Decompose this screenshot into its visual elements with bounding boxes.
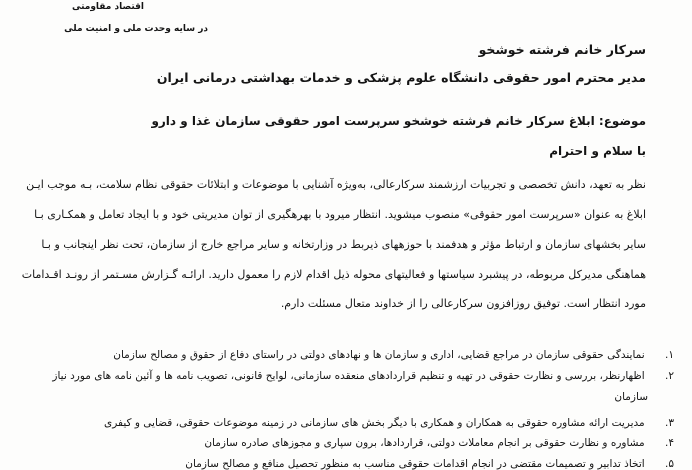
- duty-item-number: ۱.: [665, 349, 674, 361]
- duty-item-continuation: سازمان: [614, 391, 648, 403]
- body-line: هماهنگی مدیرکل مربوطه، در پیشبرد سیاستها و فعالیتهای محوله ذیل اقدام لازم را معمول دارید. ارائـه گـزارش مسـتمر از رونـد اقـدامات: [21, 268, 646, 281]
- slogan-line-2: در سایه وحدت ملی و امنیت ملی: [64, 24, 208, 34]
- letter-subject: موضوع: ابلاغ سرکار خانم فرشته خوشخو سرپرست امور حقوقی سازمان غذا و دارو: [151, 114, 646, 128]
- duty-item: [185, 458, 674, 470]
- slogan-line-1: اقتصاد مقاومتی: [71, 2, 144, 12]
- body-line: سایر بخشهای سازمان و ارتباط مؤثر و هدفمند با حوزههای ذیربط در وزارتخانه و سایر مراجع خارج از سازمان، تحت نظر اینجانب و بـا: [41, 238, 646, 251]
- duty-item-text: اظهارنظر، بررسی و نظارت حقوقی در تهیه و تنظیم قراردادهای منعقده سازمانی، لوایح قانونی، تصویب نامه ها و آئین نامه های مورد نیاز: [52, 370, 645, 382]
- recipient-position: مدیر محترم امور حقوقی دانشگاه علوم پزشکی و خدمات بهداشتی درمانی ایران: [156, 70, 646, 85]
- duty-item-number: ۲.: [665, 370, 674, 382]
- duty-item-number: ۴.: [665, 437, 674, 449]
- duty-item: [204, 437, 674, 449]
- duty-item-text: اتخاذ تدابیر و تصمیمات مقتضی در انجام اقدامات حقوقی مناسب به منظور تحصیل منافع و مصالح سازمان: [185, 458, 645, 470]
- duty-item-text: نمایندگی حقوقی سازمان در مراجع قضایی، اداری و سازمان ها و نهادهای دولتی در راستای دفاع از حقوق و مصالح سازمان: [113, 349, 645, 361]
- body-line: ابلاغ به عنوان «سرپرست امور حقوقی» منصوب میشوید. انتظار میرود با بهرهگیری از توان مدیریتی خود و با ایجاد تعامل و همکـاری بـا: [34, 208, 646, 221]
- letter-greeting: با سلام و احترام: [549, 144, 646, 158]
- duty-item: [104, 417, 674, 429]
- duty-item-number: ۳.: [665, 417, 674, 429]
- duty-item-number: ۵.: [665, 458, 674, 470]
- duty-item-text: مدیریت ارائه مشاوره حقوقی به همکاران و همکاری با دیگر بخش های سازمانی در زمینه موضوعات حقوقی، قضایی و کیفری: [104, 417, 645, 429]
- body-line: نظر به تعهد، دانش تخصصی و تجربیات ارزشمند سرکارعالی، بەویژه آشنایی با موضوعات و ابتلائات حقوقی نظام سلامت، بـه موجب ایـن: [26, 178, 646, 191]
- recipient-name: سرکار خانم فرشته خوشخو: [478, 42, 646, 57]
- body-line: مورد انتظار است. توفیق روزافزون سرکارعالی را از خداوند متعال مسئلت دارم.: [280, 297, 646, 310]
- duty-item: [52, 370, 674, 382]
- duty-item-text: مشاوره و نظارت حقوقی بر انجام معاملات دولتی، قراردادها، برون سپاری و مجوزهای صادره سازمان: [204, 437, 645, 449]
- duty-item: [113, 349, 674, 361]
